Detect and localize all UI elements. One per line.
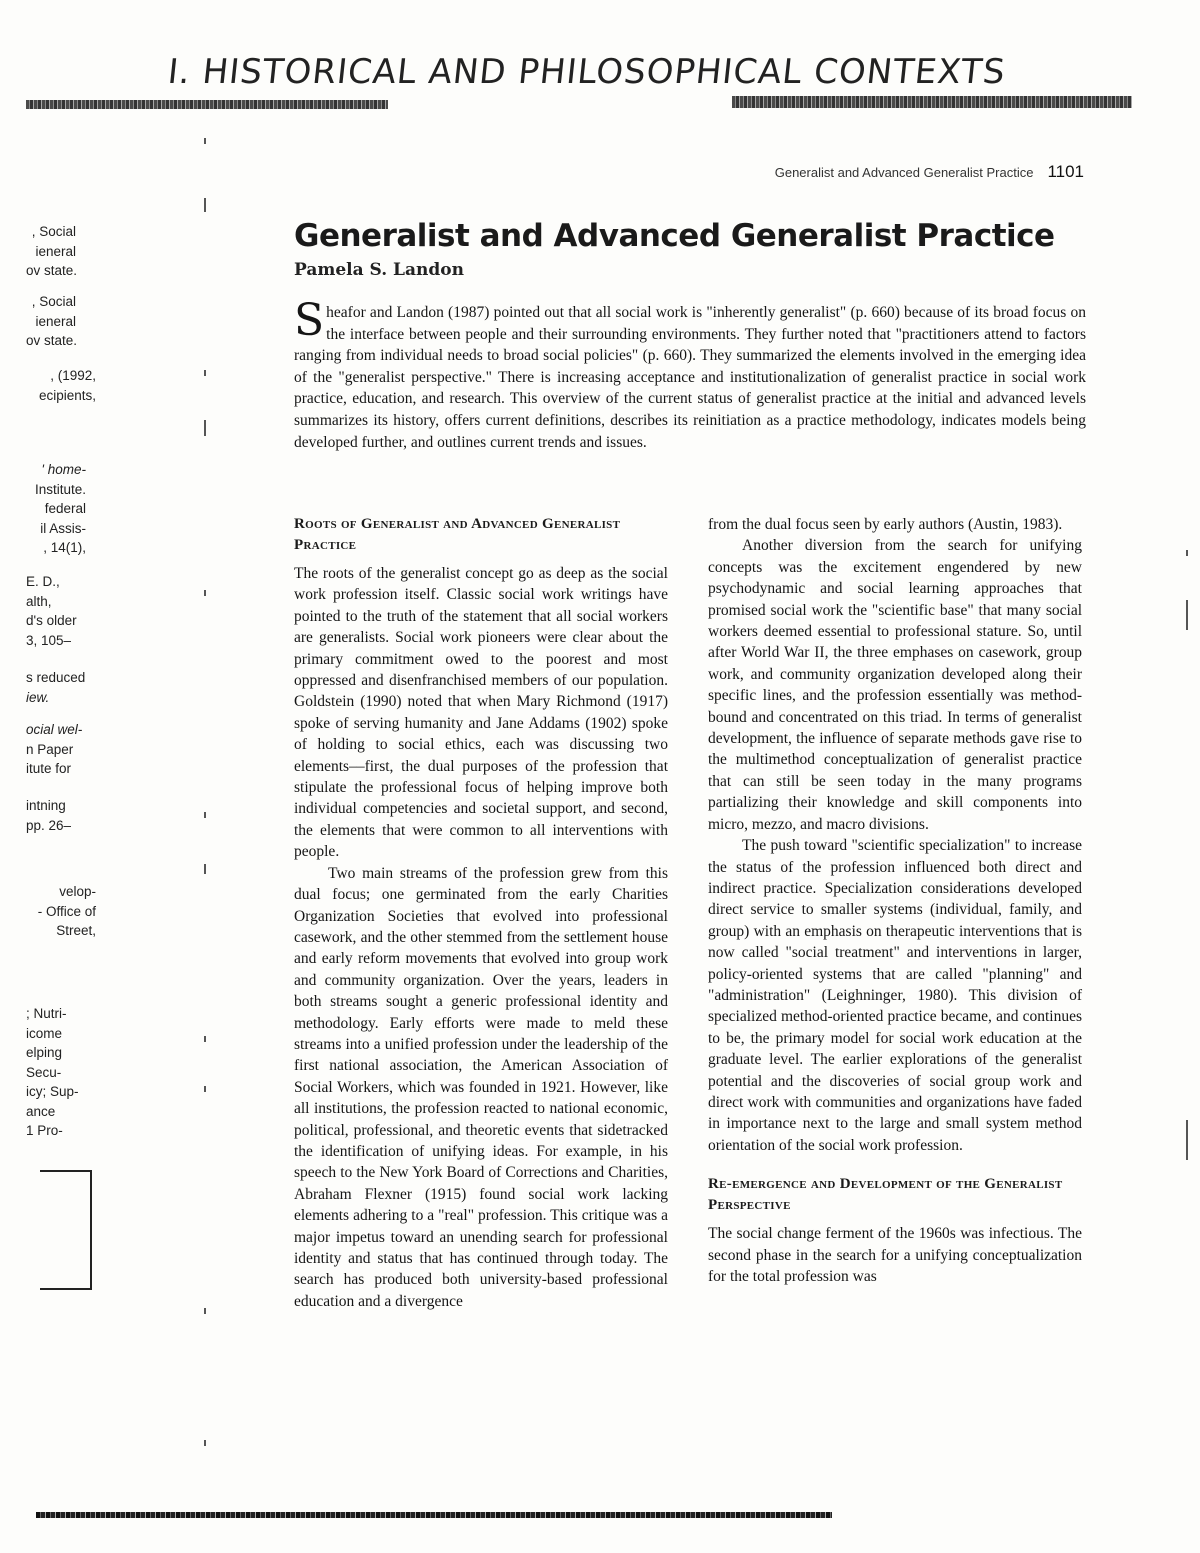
margin-fragment: , Social ieneral ov state. xyxy=(26,294,78,348)
margin-fragment: E. D., alth, d's older 3, 105– xyxy=(26,574,77,648)
scan-dot xyxy=(204,420,206,436)
paragraph: from the dual focus seen by early authors (Austin, 1983). xyxy=(708,516,1063,533)
column-left xyxy=(294,514,668,1312)
scan-dot xyxy=(204,1440,206,1446)
drop-cap: S xyxy=(294,295,325,346)
scan-dot xyxy=(1186,600,1188,630)
scan-scribble-left xyxy=(26,100,388,109)
scan-scribble-bottom xyxy=(36,1512,832,1518)
scan-dot xyxy=(1186,550,1188,556)
scan-dot xyxy=(204,864,206,874)
column-right xyxy=(708,514,1082,1287)
margin-fragment: s reduced iew. xyxy=(26,670,86,705)
margin-fragment: ' home- Institute. federal il Assis- , 14(1), xyxy=(34,462,86,555)
intro-text: heafor and Landon (1987) pointed out that all social work is "inherently generalist" (p. 660) because of its broad focus on the interface between people and their surrounding environments. They further noted that "practitioners attend to factors ranging from individual needs to broad social policies" (p. 660). They summarized the elements involved in the emerging idea of the "generalist perspective." There is increasing acceptance and institutionalization of generalist practice in social work practice, education, and research. This overview of the current status of generalist practice at the initial and advanced levels summarizes its history, offers current definitions, describes its reinitiation as a practice methodology, indicates models being developed further, and outlines current trends and issues. xyxy=(294,304,1086,451)
scan-dot xyxy=(204,1086,206,1092)
margin-fragment: ; Nutri- icome elping Secu- icy; Sup- ance 1 Pro- xyxy=(26,1006,79,1138)
margin-fragment: intning pp. 26– xyxy=(26,798,72,833)
scan-dot xyxy=(1186,1120,1188,1160)
article-author: Pamela S. Landon xyxy=(294,260,464,280)
scan-scribble-right xyxy=(732,96,1132,108)
margin-fragment: , Social ieneral ov state. xyxy=(26,224,78,278)
margin-bracket xyxy=(40,1170,92,1290)
paragraph: The push toward "scientific specialization" to increase the status of the profession influenced both direct and indirect practice. Specialization considerations developed direct service to smaller systems (individual, family, and group) with an emphasis on therapeutic interventions that is now called "social treatment" and interventions in larger, policy-oriented systems that are called "planning" and "administration" (Leighninger, 1980). This division of specialized method-oriented practice became, and continues to be, the primary model for social work education at the graduate level. The earlier explorations of the generalist potential and the discoveries of social group work and direct work with communities and organizations have faded in importance next to the large and small system method orientation of the social work profession. xyxy=(708,837,1082,1154)
scan-dot xyxy=(204,1308,206,1314)
running-head xyxy=(775,162,1084,182)
section-heading: Re-emergence and Development of the Generalist Perspective xyxy=(708,1176,1063,1214)
paragraph: The roots of the generalist concept go as deep as the social work profession itself. Classic social work writings have pointed to the truth of the statement that all social workers are generalists. Social work pioneers were clear about the primary commitment owed to the poorest and most oppressed and disenfranchised members of our population. Goldstein (1990) noted that when Mary Richmond (1917) spoke of serving humanity and Jane Addams (1902) spoke of holding to social ethics, each was discussing two elements––first, the dual purposes of the profession that stipulate the professional focus of helping improve both individual competencies and societal support, and second, the elements that were common to all interventions with people. xyxy=(294,565,668,861)
paragraph: Another diversion from the search for unifying concepts was the excitement engendered by new psychodynamic and social learning approaches that promised social work the "scientific base" that many social workers deemed essential to professional stature. So, until after World War II, the three emphases on casework, group work, and community organization developed along their specific lines, and the profession essentially was method-bound and concentrated on this triad. In terms of generalist development, the influence of separate methods gave rise to the multimethod conceptualization of generalist practice that can still be seen today in the many programs partializing their knowledge and skill components into micro, mezzo, and macro divisions. xyxy=(708,537,1082,833)
intro-paragraph xyxy=(294,295,1086,453)
paragraph: Two main streams of the profession grew from this dual focus; one germinated from the early Charities Organization Societies that evolved into professional casework, and the other stemmed from the settlement house and early reform movements that evolved into group work and community organization. Over the years, leaders in both streams sought a generic professional identity and methodology. Early efforts were made to meld these streams into a unified profession under the leadership of the first national association, the American Association of Social Workers, which was founded in 1921. However, like all institutions, the profession reacted to national economic, political, professional, and theoretic events that sidetracked the identification of unifying ideas. For example, in his speech to the New York Board of Corrections and Charities, Abraham Flexner (1915) found social work lacking elements adhering to a "real" profession. This critique was a major impetus toward an unending search for professional identity and status that has continued through today. The search has produced both university-based professional education and a divergence xyxy=(294,864,668,1310)
section-heading: Roots of Generalist and Advanced Generalist Practice xyxy=(294,516,621,553)
margin-fragment: ocial wel- n Paper itute for xyxy=(26,722,83,776)
margin-fragment: , (1992, ecipients, xyxy=(38,368,96,403)
scan-dot xyxy=(204,812,206,818)
page-number: 1101 xyxy=(1047,162,1084,181)
scan-dot xyxy=(204,138,206,144)
scan-dot xyxy=(204,590,206,596)
margin-fragment: velop- - Office of Street, xyxy=(37,884,96,938)
scan-dot xyxy=(204,1036,206,1042)
paragraph: The social change ferment of the 1960s was infectious. The second phase in the search for a unifying conceptualization for the total profession was xyxy=(708,1225,1082,1285)
scan-dot xyxy=(204,370,206,376)
article-title: Generalist and Advanced Generalist Practice xyxy=(294,218,1055,254)
handwritten-section-label: I. HISTORICAL AND PHILOSOPHICAL CONTEXTS xyxy=(165,52,1008,92)
scan-dot xyxy=(204,198,206,212)
running-title: Generalist and Advanced Generalist Practice xyxy=(774,165,1034,180)
